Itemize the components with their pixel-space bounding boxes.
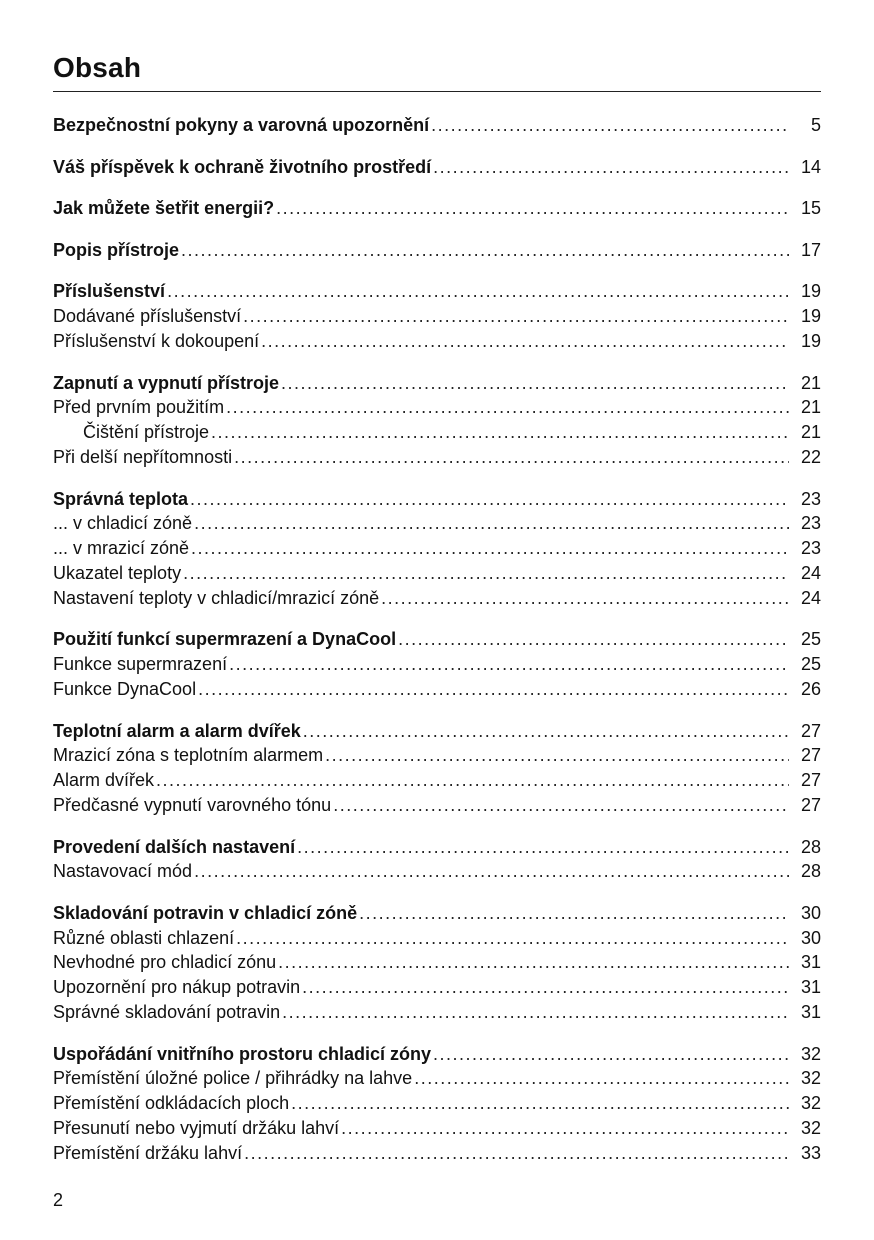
dot-leader bbox=[278, 950, 789, 975]
toc-subentry[interactable] bbox=[53, 329, 821, 354]
toc-subentry[interactable] bbox=[53, 395, 821, 420]
dot-leader bbox=[156, 768, 789, 793]
toc-page-number: 23 bbox=[800, 538, 821, 559]
dot-leader bbox=[414, 1066, 789, 1091]
toc-entry-label: Předčasné vypnutí varovného tónu bbox=[53, 794, 332, 815]
toc-page-number: 25 bbox=[800, 629, 821, 650]
dot-leader bbox=[198, 677, 789, 702]
toc-section bbox=[53, 487, 821, 611]
toc-subentry[interactable] bbox=[53, 859, 821, 884]
toc-chapter-entry[interactable] bbox=[53, 487, 821, 512]
toc-entry-label: Skladování potravin v chladicí zóně bbox=[53, 902, 358, 923]
toc-page-number: 21 bbox=[800, 397, 821, 418]
toc-chapter-entry[interactable] bbox=[53, 835, 821, 860]
toc-subentry[interactable] bbox=[53, 511, 821, 536]
toc-subentry[interactable] bbox=[53, 1116, 821, 1141]
toc-entry-label: Funkce supermrazení bbox=[53, 654, 228, 675]
toc-section bbox=[53, 901, 821, 1025]
toc-subentry[interactable] bbox=[53, 1141, 821, 1166]
toc-chapter-entry[interactable] bbox=[53, 238, 821, 263]
toc-page-number: 31 bbox=[800, 977, 821, 998]
toc-subentry[interactable] bbox=[53, 950, 821, 975]
toc-subentry[interactable] bbox=[53, 743, 821, 768]
dot-leader bbox=[303, 719, 789, 744]
toc-page-number: 32 bbox=[800, 1118, 821, 1139]
dot-leader bbox=[333, 793, 789, 818]
dot-leader bbox=[236, 926, 789, 951]
toc-page-number: 19 bbox=[800, 306, 821, 327]
toc-entry-label: Příslušenství bbox=[53, 281, 166, 302]
title-divider bbox=[53, 91, 821, 92]
toc-page-number: 32 bbox=[800, 1093, 821, 1114]
toc-subentry[interactable] bbox=[53, 586, 821, 611]
dot-leader bbox=[234, 445, 789, 470]
toc-subentry[interactable] bbox=[53, 445, 821, 470]
toc-page-number: 15 bbox=[800, 198, 821, 219]
toc-section bbox=[53, 113, 821, 138]
toc-section bbox=[53, 196, 821, 221]
toc-section bbox=[53, 371, 821, 470]
dot-leader bbox=[381, 586, 789, 611]
toc-chapter-entry[interactable] bbox=[53, 901, 821, 926]
toc-page-number: 17 bbox=[800, 239, 821, 260]
toc-entry-label: Nevhodné pro chladicí zónu bbox=[53, 952, 277, 973]
toc-entry-label: Ukazatel teploty bbox=[53, 562, 182, 583]
toc-page-number: 19 bbox=[800, 281, 821, 302]
toc-subentry[interactable] bbox=[53, 1091, 821, 1116]
toc-subentry[interactable] bbox=[53, 926, 821, 951]
toc-entry-label: Popis přístroje bbox=[53, 239, 180, 260]
toc-entry-label: Funkce DynaCool bbox=[53, 678, 197, 699]
toc-section bbox=[53, 627, 821, 701]
toc-page-number: 31 bbox=[800, 1002, 821, 1023]
dot-leader bbox=[291, 1091, 789, 1116]
dot-leader bbox=[433, 1042, 789, 1067]
toc-page-number: 22 bbox=[800, 446, 821, 467]
toc-chapter-entry[interactable] bbox=[53, 155, 821, 180]
toc-subentry[interactable] bbox=[53, 652, 821, 677]
toc-page-number: 26 bbox=[800, 678, 821, 699]
toc-section bbox=[53, 835, 821, 885]
dot-leader bbox=[183, 561, 789, 586]
toc-entry-label: Použití funkcí supermrazení a DynaCool bbox=[53, 629, 397, 650]
toc-page-number: 33 bbox=[800, 1142, 821, 1163]
toc-entry-label: Přemístění úložné police / přihrádky na lahve bbox=[53, 1068, 413, 1089]
toc-entry-label: Přesunutí nebo vyjmutí držáku lahví bbox=[53, 1118, 340, 1139]
toc-chapter-entry[interactable] bbox=[53, 719, 821, 744]
toc-page-number: 14 bbox=[800, 156, 821, 177]
toc-chapter-entry[interactable] bbox=[53, 1042, 821, 1067]
toc-subentry[interactable] bbox=[53, 1000, 821, 1025]
toc-section bbox=[53, 719, 821, 818]
toc-page-number: 27 bbox=[800, 794, 821, 815]
dot-leader bbox=[297, 835, 789, 860]
dot-leader bbox=[281, 371, 789, 396]
dot-leader bbox=[261, 329, 789, 354]
toc-entry-label: Mrazicí zóna s teplotním alarmem bbox=[53, 745, 324, 766]
toc-page-number: 28 bbox=[800, 836, 821, 857]
toc-entry-label: Přemístění odkládacích ploch bbox=[53, 1093, 290, 1114]
toc-entry-label: Nastavovací mód bbox=[53, 861, 193, 882]
toc-entry-label: Různé oblasti chlazení bbox=[53, 927, 235, 948]
toc-section bbox=[53, 155, 821, 180]
toc-entry-label: ... v chladicí zóně bbox=[53, 513, 193, 534]
toc-subentry[interactable] bbox=[53, 420, 821, 445]
toc-page-number: 23 bbox=[800, 513, 821, 534]
toc-page-number: 25 bbox=[800, 654, 821, 675]
toc-entry-label: Nastavení teploty v chladicí/mrazicí zóně bbox=[53, 587, 380, 608]
toc-entry-label: Zapnutí a vypnutí přístroje bbox=[53, 372, 280, 393]
toc-chapter-entry[interactable] bbox=[53, 371, 821, 396]
toc-entry-label: Bezpečnostní pokyny a varovná upozornění bbox=[53, 115, 430, 135]
toc-subentry[interactable] bbox=[53, 768, 821, 793]
toc-page-number: 27 bbox=[800, 720, 821, 741]
toc-subentry[interactable] bbox=[53, 793, 821, 818]
toc-section bbox=[53, 238, 821, 263]
toc-subentry[interactable] bbox=[53, 677, 821, 702]
dot-leader bbox=[431, 113, 789, 138]
dot-leader bbox=[167, 279, 789, 304]
page-title: Obsah bbox=[53, 52, 142, 83]
toc-entry-label: Příslušenství k dokoupení bbox=[53, 330, 260, 351]
toc-section bbox=[53, 1042, 821, 1166]
toc-page-number: 21 bbox=[800, 372, 821, 393]
toc-section bbox=[53, 279, 821, 353]
dot-leader bbox=[276, 196, 789, 221]
toc-entry-label: Přemístění držáku lahví bbox=[53, 1142, 243, 1163]
dot-leader bbox=[190, 487, 789, 512]
toc-page-number: 27 bbox=[800, 745, 821, 766]
toc-page-number: 21 bbox=[800, 422, 821, 443]
toc-entry-label: Váš příspěvek k ochraně životního prostředí bbox=[53, 156, 432, 177]
toc-subentry[interactable] bbox=[53, 304, 821, 329]
table-of-contents bbox=[53, 113, 821, 1182]
toc-page-number: 30 bbox=[800, 927, 821, 948]
toc-page-number: 24 bbox=[800, 587, 821, 608]
page-number: 2 bbox=[53, 1190, 64, 1210]
toc-page-number: 5 bbox=[810, 115, 821, 135]
toc-page-number: 28 bbox=[800, 861, 821, 882]
toc-page-number: 32 bbox=[800, 1068, 821, 1089]
toc-entry-label: Teplotní alarm a alarm dvířek bbox=[53, 720, 301, 741]
dot-leader bbox=[191, 536, 789, 561]
toc-entry-label: Uspořádání vnitřního prostoru chladicí zóny bbox=[53, 1043, 432, 1064]
toc-entry-label: Upozornění pro nákup potravin bbox=[53, 977, 301, 998]
toc-subentry[interactable] bbox=[53, 561, 821, 586]
toc-page-number: 30 bbox=[800, 902, 821, 923]
dot-leader bbox=[244, 1141, 789, 1166]
dot-leader bbox=[302, 975, 789, 1000]
dot-leader bbox=[341, 1116, 789, 1141]
dot-leader bbox=[282, 1000, 789, 1025]
dot-leader bbox=[325, 743, 789, 768]
dot-leader bbox=[359, 901, 789, 926]
toc-page-number: 23 bbox=[800, 488, 821, 509]
toc-page-number: 19 bbox=[800, 330, 821, 351]
toc-entry-label: Čištění přístroje bbox=[83, 422, 210, 443]
dot-leader bbox=[243, 304, 789, 329]
toc-page-number: 32 bbox=[800, 1043, 821, 1064]
toc-entry-label: Alarm dvířek bbox=[53, 770, 155, 791]
dot-leader bbox=[433, 155, 789, 180]
dot-leader bbox=[398, 627, 789, 652]
toc-chapter-entry[interactable] bbox=[53, 279, 821, 304]
dot-leader bbox=[181, 238, 789, 263]
toc-entry-label: Správné skladování potravin bbox=[53, 1002, 281, 1023]
toc-entry-label: Provedení dalších nastavení bbox=[53, 836, 296, 857]
toc-page-number: 24 bbox=[800, 562, 821, 583]
dot-leader bbox=[226, 395, 789, 420]
toc-page-number: 31 bbox=[800, 952, 821, 973]
toc-subentry[interactable] bbox=[53, 536, 821, 561]
toc-page-number: 27 bbox=[800, 770, 821, 791]
toc-subentry[interactable] bbox=[53, 975, 821, 1000]
toc-chapter-entry[interactable] bbox=[53, 196, 821, 221]
toc-chapter-entry[interactable] bbox=[53, 113, 821, 138]
toc-chapter-entry[interactable] bbox=[53, 627, 821, 652]
toc-entry-label: Před prvním použitím bbox=[53, 397, 225, 418]
dot-leader bbox=[229, 652, 789, 677]
toc-entry-label: Správná teplota bbox=[53, 488, 189, 509]
toc-entry-label: Jak můžete šetřit energii? bbox=[53, 198, 275, 219]
dot-leader bbox=[211, 420, 789, 445]
toc-entry-label: ... v mrazicí zóně bbox=[53, 538, 190, 559]
toc-entry-label: Dodávané příslušenství bbox=[53, 306, 242, 327]
toc-entry-label: Při delší nepřítomnosti bbox=[53, 446, 233, 467]
dot-leader bbox=[194, 859, 789, 884]
toc-subentry[interactable] bbox=[53, 1066, 821, 1091]
dot-leader bbox=[194, 511, 789, 536]
